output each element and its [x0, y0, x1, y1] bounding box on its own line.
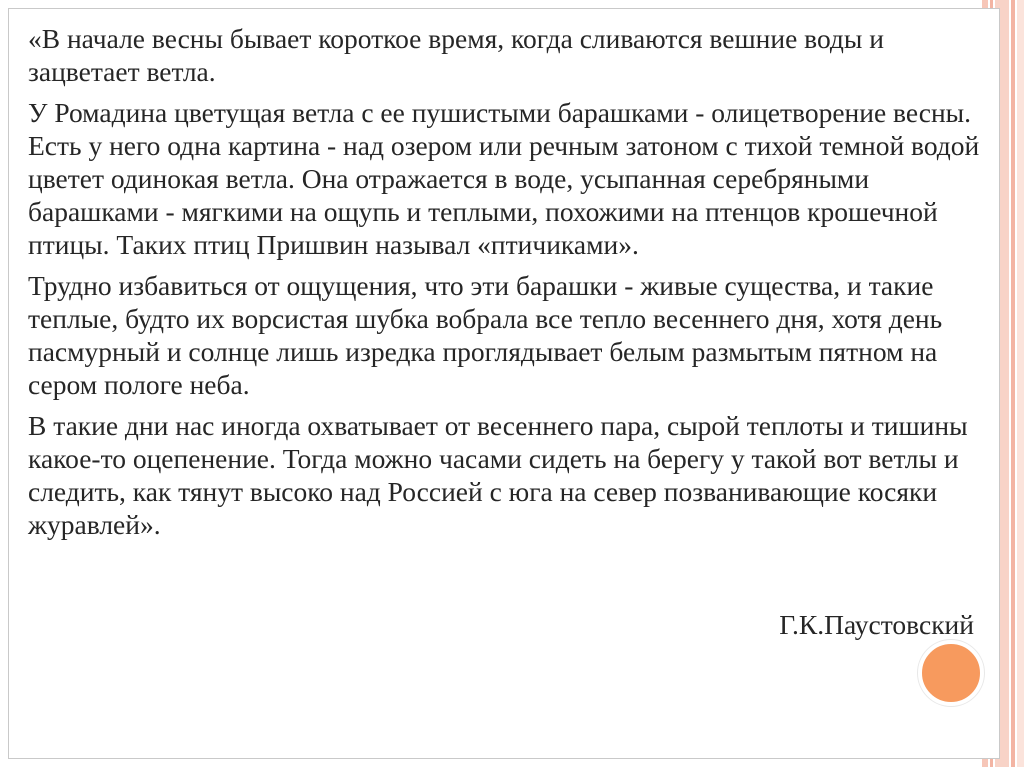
paragraph-2: У Ромадина цветущая ветла с ее пушистыми барашками - олицетворение весны. Есть у него одна картина - над озером или речным затоном с тихой темной водой цветет одинокая ветла. Она отражается в воде, усыпанная серебряными барашками - мягкими на ощупь и теплыми, похожими на птенцов крошечной птицы. Таких птиц Пришвин называл «птичиками». [28, 97, 980, 260]
slide-text-block [28, 22, 980, 549]
decor-stripe [1011, 0, 1015, 767]
paragraph-4: В такие дни нас иногда охватывает от весеннего пара, сырой теплоты и тишины какое-то оцепенение. Тогда можно часами сидеть на берегу у такой вот ветлы и следить, как тянут высоко над Россией с юга на север позванивающие косяки журавлей». [28, 410, 968, 540]
decor-stripe [1017, 0, 1024, 767]
orange-circle-decoration [918, 640, 984, 706]
author-signature: Г.К.Паустовский [779, 609, 974, 640]
paragraph-3: Трудно избавиться от ощущения, что эти барашки - живые существа, и такие теплые, будто их ворсистая шубка вобрала все тепло весеннего дня, хотя день пасмурный и солнце лишь изредка проглядывает белым размытым пятном на сером пологе неба. [28, 270, 943, 400]
paragraph-1: «В начале весны бывает короткое время, когда сливаются вешние воды и зацветает ветла. [28, 23, 884, 87]
